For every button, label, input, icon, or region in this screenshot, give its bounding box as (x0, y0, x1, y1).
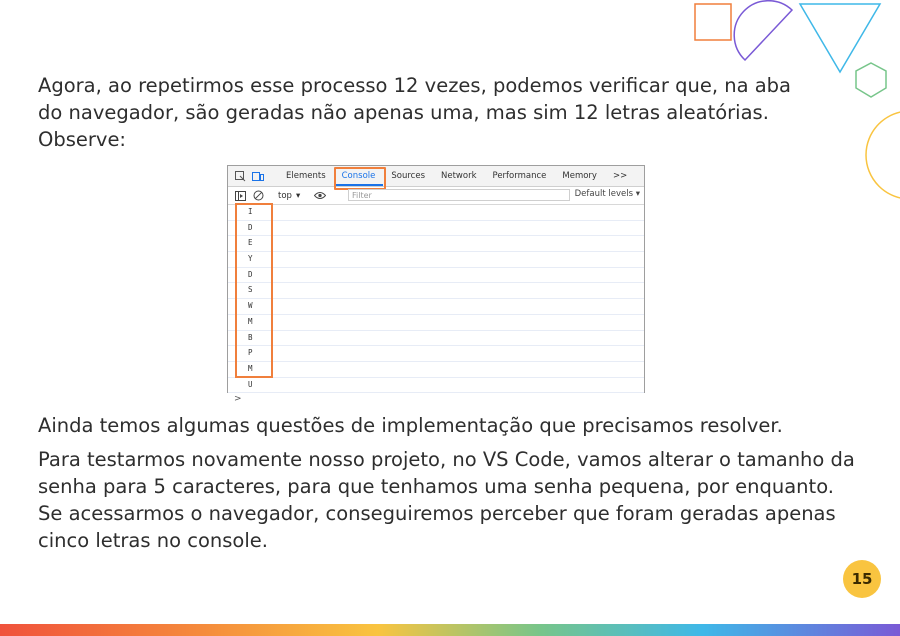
filter-input[interactable]: Filter (348, 189, 570, 201)
deco-triangle-icon (800, 4, 880, 72)
console-log-row: D (228, 221, 644, 237)
console-log-row: U (228, 378, 644, 394)
devtools-tab-bar (228, 166, 644, 187)
tab-elements[interactable]: Elements (286, 171, 326, 181)
context-label: top (278, 190, 292, 201)
context-selector[interactable] (278, 191, 300, 201)
more-tabs-button[interactable]: >> (612, 171, 628, 181)
eye-icon[interactable] (314, 190, 326, 202)
console-log-row: W (228, 299, 644, 315)
console-log-row: I (228, 205, 644, 221)
deco-semicircle-icon (734, 1, 792, 60)
console-prompt[interactable]: > (234, 394, 242, 405)
console-log-row: M (228, 315, 644, 331)
device-toolbar-icon[interactable] (252, 170, 264, 182)
tab-memory[interactable]: Memory (562, 171, 597, 181)
tab-network[interactable]: Network (441, 171, 477, 181)
inspect-element-icon[interactable] (234, 170, 246, 182)
page-number-badge: 15 (843, 560, 881, 598)
tab-performance[interactable]: Performance (492, 171, 547, 181)
footer-gradient-bar (0, 624, 900, 636)
log-levels-dropdown[interactable]: Default levels ▾ (574, 189, 640, 199)
deco-square-icon (695, 4, 731, 40)
chevron-down-icon: ▾ (295, 190, 301, 201)
console-log-row: B (228, 331, 644, 347)
console-log-row: D (228, 268, 644, 284)
letters-highlight (235, 203, 273, 378)
deco-arc-icon (866, 111, 900, 199)
intro-paragraph: Agora, ao repetirmos esse processo 12 vezes, podemos verificar que, na aba do navegador, são geradas não apenas uma, mas sim 12 letras aleatórias. Observe: (38, 74, 792, 151)
tab-console[interactable]: Console (334, 166, 384, 186)
console-log-row: P (228, 346, 644, 362)
console-log-row: M (228, 362, 644, 378)
next-step-paragraph: Para testarmos novamente nosso projeto, no VS Code, vamos alterar o tamanho da senha para 5 caracteres, para que tenhamos uma senha pequena, por enquanto. Se acessarmos o navegador, conseguiremos perceber que foram geradas apenas cinco letras no console. (38, 448, 855, 552)
issues-paragraph: Ainda temos algumas questões de implementação que precisamos resolver. (38, 414, 783, 437)
tab-sources[interactable]: Sources (391, 171, 425, 181)
deco-hexagon-icon (856, 63, 886, 97)
console-log-row: S (228, 283, 644, 299)
console-toolbar (228, 187, 644, 205)
clear-console-icon[interactable] (252, 190, 264, 202)
console-log-row: Y (228, 252, 644, 268)
devtools-console-screenshot (227, 165, 645, 405)
sidebar-toggle-icon[interactable] (234, 190, 246, 202)
console-log-list (228, 205, 644, 393)
console-log-row: E (228, 236, 644, 252)
